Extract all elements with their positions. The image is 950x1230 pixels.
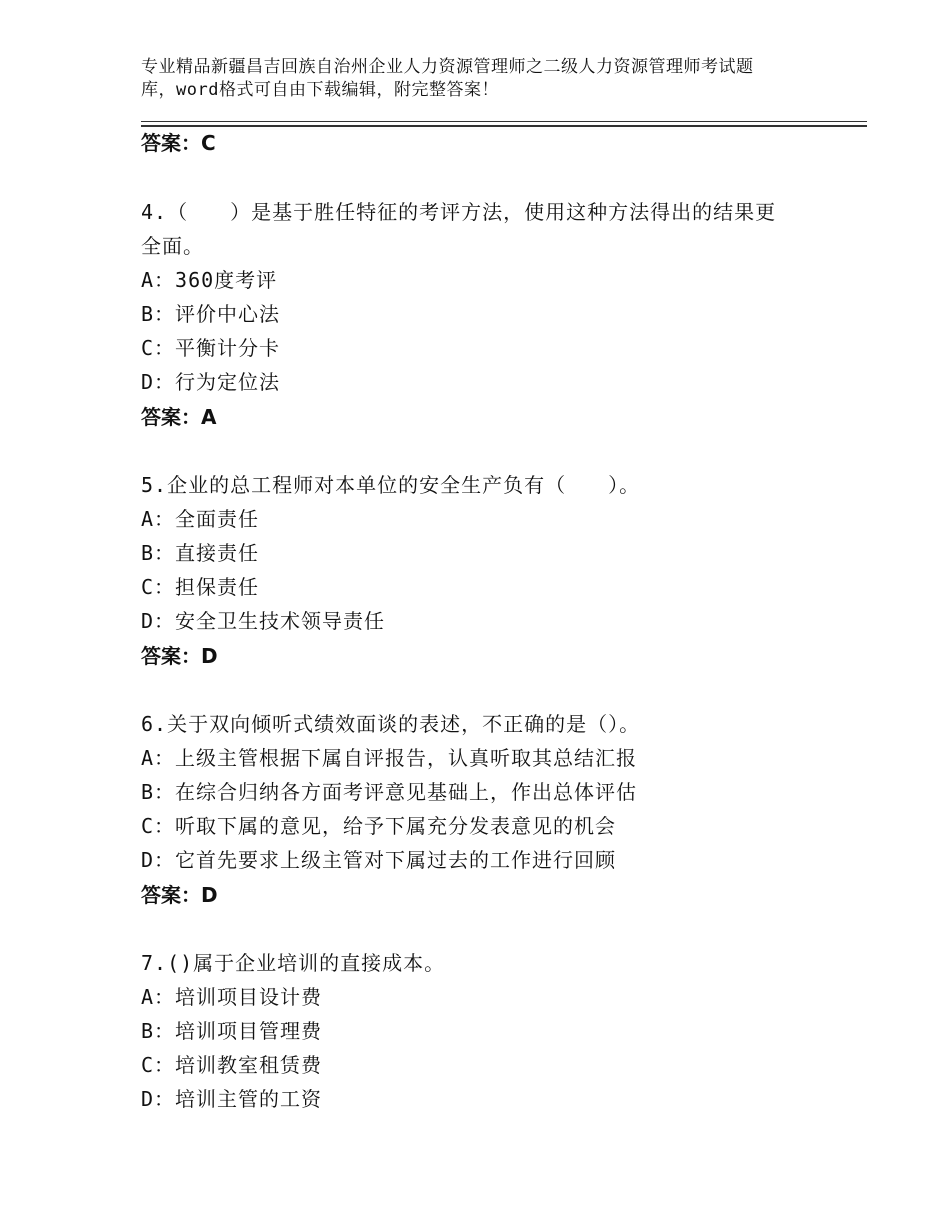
q5-option-a: A：全面责任 <box>141 507 260 531</box>
q6-option-c: C：听取下属的意见，给予下属充分发表意见的机会 <box>141 814 617 838</box>
q7-stem: 7.()属于企业培训的直接成本。 <box>141 951 446 975</box>
q4-stem-line-1: 4.（ ）是基于胜任特征的考评方法，使用这种方法得出的结果更 <box>141 200 777 224</box>
q7-option-b: B：培训项目管理费 <box>141 1019 323 1043</box>
q7-option-d: D：培训主管的工资 <box>141 1087 323 1111</box>
q4-option-a: A：360度考评 <box>141 268 278 292</box>
header-divider-thin <box>141 121 867 122</box>
answer-previous-question: 答案：C <box>141 131 216 155</box>
q5-stem: 5.企业的总工程师对本单位的安全生产负有（ ）。 <box>141 473 641 497</box>
q7-option-c: C：培训教室租赁费 <box>141 1053 323 1077</box>
q6-option-a: A：上级主管根据下属自评报告，认真听取其总结汇报 <box>141 746 638 770</box>
q5-answer: 答案：D <box>141 644 218 668</box>
header-title-line-2: 库，word格式可自由下载编辑，附完整答案！ <box>141 80 499 100</box>
q6-option-d: D：它首先要求上级主管对下属过去的工作进行回顾 <box>141 848 617 872</box>
q4-stem-line-2: 全面。 <box>141 234 204 258</box>
document-header <box>141 56 821 102</box>
q4-option-b: B：评价中心法 <box>141 302 281 326</box>
q7-option-a: A：培训项目设计费 <box>141 985 323 1009</box>
q6-answer: 答案：D <box>141 883 218 907</box>
q6-option-b: B：在综合归纳各方面考评意见基础上，作出总体评估 <box>141 780 638 804</box>
q6-stem: 6.关于双向倾听式绩效面谈的表述，不正确的是（）。 <box>141 712 641 736</box>
header-divider-thick <box>141 125 867 127</box>
q5-option-c: C：担保责任 <box>141 575 260 599</box>
q5-option-b: B：直接责任 <box>141 541 260 565</box>
q4-option-d: D：行为定位法 <box>141 370 281 394</box>
header-title-line-1: 专业精品新疆昌吉回族自治州企业人力资源管理师之二级人力资源管理师考试题 <box>141 57 754 77</box>
q4-option-c: C：平衡计分卡 <box>141 336 281 360</box>
q4-answer: 答案：A <box>141 405 217 429</box>
q5-option-d: D：安全卫生技术领导责任 <box>141 609 386 633</box>
